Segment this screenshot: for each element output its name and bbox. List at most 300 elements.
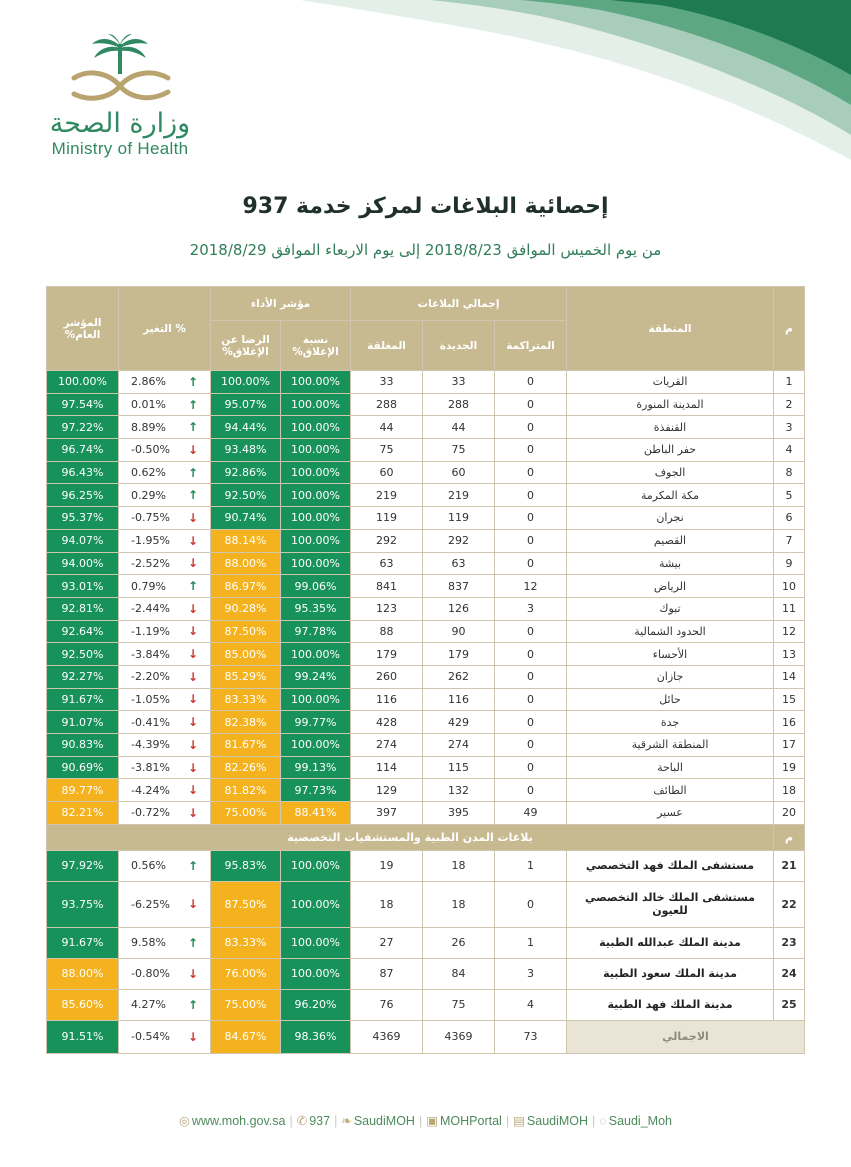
overall-index: 96.25%	[47, 484, 119, 507]
closed-count: 116	[351, 688, 423, 711]
satisfaction-rate: 95.07%	[211, 393, 281, 416]
closed-count: 292	[351, 529, 423, 552]
row-index: 12	[774, 620, 805, 643]
arrow-down-icon: ↓	[187, 669, 198, 684]
satisfaction-rate: 100.00%	[211, 371, 281, 394]
row-index: 8	[774, 461, 805, 484]
overall-index: 90.83%	[47, 734, 119, 757]
footer-contact-links	[0, 1113, 851, 1128]
arrow-up-icon: ↑	[187, 374, 198, 389]
arrow-up-icon: ↑	[187, 858, 198, 873]
footer-link[interactable]: MOHPortal	[440, 1114, 502, 1128]
change-cell	[119, 958, 211, 989]
overall-index: 88.00%	[47, 958, 119, 989]
closed-count: 260	[351, 665, 423, 688]
change-cell	[119, 989, 211, 1020]
reports-statistics-table	[46, 286, 805, 1054]
accumulated-count: 1	[495, 927, 567, 958]
row-index: 16	[774, 711, 805, 734]
new-count: 84	[423, 958, 495, 989]
closed-count: 123	[351, 597, 423, 620]
header-close-rate: نسبة الإغلاق%	[281, 321, 351, 371]
change-cell	[119, 927, 211, 958]
close-rate: 99.13%	[281, 756, 351, 779]
snapchat-icon: ◌	[599, 1114, 607, 1128]
header-change: % التغير	[119, 287, 211, 371]
row-index: 10	[774, 575, 805, 598]
row-index: 9	[774, 552, 805, 575]
overall-index: 93.75%	[47, 881, 119, 927]
overall-index: 93.01%	[47, 575, 119, 598]
arrow-down-icon: ↓	[187, 760, 198, 775]
row-index: 4	[774, 439, 805, 462]
change-cell	[119, 597, 211, 620]
section-title: بلاغات المدن الطبية والمستشفيات التخصصية	[47, 824, 774, 850]
new-count: 75	[423, 989, 495, 1020]
change-cell	[119, 688, 211, 711]
header-accumulated: المتراكمة	[495, 321, 567, 371]
change-value: -3.84%	[131, 647, 170, 661]
change-cell	[119, 575, 211, 598]
new-count: 292	[423, 529, 495, 552]
accumulated-count: 0	[495, 552, 567, 575]
accumulated-count: 0	[495, 734, 567, 757]
change-cell	[119, 507, 211, 530]
new-count: 119	[423, 507, 495, 530]
satisfaction-rate: 92.50%	[211, 484, 281, 507]
accumulated-count: 0	[495, 439, 567, 462]
satisfaction-rate: 94.44%	[211, 416, 281, 439]
accumulated-count: 0	[495, 643, 567, 666]
region-name: تبوك	[567, 597, 774, 620]
change-cell	[119, 802, 211, 825]
region-name: المنطقة الشرقية	[567, 734, 774, 757]
row-index: 6	[774, 507, 805, 530]
region-name: عسير	[567, 802, 774, 825]
satisfaction-rate: 85.00%	[211, 643, 281, 666]
accumulated-count: 0	[495, 529, 567, 552]
overall-index: 91.07%	[47, 711, 119, 734]
total-overall-index: 91.51%	[47, 1020, 119, 1053]
table-row	[47, 393, 805, 416]
row-index: 14	[774, 665, 805, 688]
new-count: 274	[423, 734, 495, 757]
arrow-down-icon: ↓	[187, 966, 198, 981]
accumulated-count: 3	[495, 958, 567, 989]
arrow-down-icon: ↓	[187, 510, 198, 525]
change-value: -1.19%	[131, 624, 170, 638]
region-name: الرياض	[567, 575, 774, 598]
arrow-up-icon: ↑	[187, 488, 198, 503]
region-name: الجوف	[567, 461, 774, 484]
table-row	[47, 507, 805, 530]
change-value: -0.72%	[131, 806, 170, 820]
new-count: 116	[423, 688, 495, 711]
arrow-up-icon: ↑	[187, 935, 198, 950]
close-rate: 100.00%	[281, 484, 351, 507]
satisfaction-rate: 81.67%	[211, 734, 281, 757]
arrow-down-icon: ↓	[187, 647, 198, 662]
satisfaction-rate: 82.26%	[211, 756, 281, 779]
closed-count: 114	[351, 756, 423, 779]
change-value: -2.44%	[131, 602, 170, 616]
satisfaction-rate: 85.29%	[211, 665, 281, 688]
closed-count: 428	[351, 711, 423, 734]
header-index: م	[774, 287, 805, 371]
overall-index: 92.27%	[47, 665, 119, 688]
close-rate: 100.00%	[281, 958, 351, 989]
table-row	[47, 416, 805, 439]
table-row	[47, 665, 805, 688]
arrow-up-icon: ↑	[187, 997, 198, 1012]
close-rate: 100.00%	[281, 881, 351, 927]
facebook-icon: ▤	[513, 1114, 525, 1128]
hospital-row	[47, 927, 805, 958]
arrow-up-icon: ↑	[187, 465, 198, 480]
accumulated-count: 0	[495, 507, 567, 530]
closed-count: 397	[351, 802, 423, 825]
change-value: -0.75%	[131, 511, 170, 525]
close-rate: 100.00%	[281, 927, 351, 958]
change-value: -1.05%	[131, 692, 170, 706]
change-value: 0.56%	[131, 859, 166, 873]
overall-index: 96.74%	[47, 439, 119, 462]
table-row	[47, 371, 805, 394]
new-count: 44	[423, 416, 495, 439]
change-value: -1.95%	[131, 534, 170, 548]
footer-separator: |	[334, 1114, 338, 1128]
row-index: 5	[774, 484, 805, 507]
close-rate: 97.78%	[281, 620, 351, 643]
closed-count: 129	[351, 779, 423, 802]
closed-count: 18	[351, 881, 423, 927]
change-value: -6.25%	[131, 897, 170, 911]
arrow-down-icon: ↓	[187, 897, 198, 912]
change-cell	[119, 779, 211, 802]
total-new: 4369	[423, 1020, 495, 1053]
change-cell	[119, 643, 211, 666]
new-count: 63	[423, 552, 495, 575]
change-cell	[119, 484, 211, 507]
change-cell	[119, 393, 211, 416]
satisfaction-rate: 82.38%	[211, 711, 281, 734]
row-index: 22	[774, 881, 805, 927]
table-row	[47, 756, 805, 779]
table-row	[47, 643, 805, 666]
new-count: 33	[423, 371, 495, 394]
satisfaction-rate: 95.83%	[211, 850, 281, 881]
arrow-down-icon: ↓	[187, 715, 198, 730]
row-index: 2	[774, 393, 805, 416]
table-row	[47, 484, 805, 507]
total-close-rate: 98.36%	[281, 1020, 351, 1053]
new-count: 90	[423, 620, 495, 643]
accumulated-count: 0	[495, 416, 567, 439]
total-satisfaction: 84.67%	[211, 1020, 281, 1053]
region-name: مدينة الملك عبدالله الطبية	[567, 927, 774, 958]
arrow-down-icon: ↓	[187, 601, 198, 616]
accumulated-count: 0	[495, 371, 567, 394]
region-name: نجران	[567, 507, 774, 530]
new-count: 837	[423, 575, 495, 598]
header-overall-index: المؤشر العام%	[47, 287, 119, 371]
table-row	[47, 734, 805, 757]
change-cell	[119, 416, 211, 439]
overall-index: 92.50%	[47, 643, 119, 666]
region-name: مكة المكرمة	[567, 484, 774, 507]
total-row	[47, 1020, 805, 1053]
table-row	[47, 461, 805, 484]
new-count: 18	[423, 881, 495, 927]
closed-count: 19	[351, 850, 423, 881]
logo-name-english: Ministry of Health	[51, 139, 189, 158]
close-rate: 100.00%	[281, 643, 351, 666]
change-cell	[119, 881, 211, 927]
hospital-row	[47, 881, 805, 927]
youtube-icon: ▣	[426, 1114, 439, 1128]
table-row	[47, 688, 805, 711]
closed-count: 219	[351, 484, 423, 507]
change-cell	[119, 850, 211, 881]
satisfaction-rate: 75.00%	[211, 802, 281, 825]
closed-count: 63	[351, 552, 423, 575]
total-closed: 4369	[351, 1020, 423, 1053]
page-subtitle-date-range: من يوم الخميس الموافق 2018/8/23 إلى يوم الاربعاء الموافق 2018/8/29	[189, 241, 662, 259]
change-cell	[119, 529, 211, 552]
footer-link[interactable]: SaudiMOH	[526, 1114, 589, 1128]
arrow-down-icon: ↓	[187, 556, 198, 571]
new-count: 132	[423, 779, 495, 802]
table-row	[47, 529, 805, 552]
closed-count: 288	[351, 393, 423, 416]
change-value: -0.54%	[131, 1030, 170, 1044]
new-count: 395	[423, 802, 495, 825]
close-rate: 100.00%	[281, 439, 351, 462]
arrow-up-icon: ↑	[187, 579, 198, 594]
accumulated-count: 0	[495, 665, 567, 688]
closed-count: 841	[351, 575, 423, 598]
accumulated-count: 0	[495, 620, 567, 643]
close-rate: 88.41%	[281, 802, 351, 825]
table-row	[47, 439, 805, 462]
change-value: -0.80%	[131, 967, 170, 981]
region-name: القريات	[567, 371, 774, 394]
satisfaction-rate: 86.97%	[211, 575, 281, 598]
close-rate: 95.35%	[281, 597, 351, 620]
closed-count: 274	[351, 734, 423, 757]
header-region: المنطقة	[567, 287, 774, 371]
close-rate: 97.73%	[281, 779, 351, 802]
table-row	[47, 620, 805, 643]
close-rate: 100.00%	[281, 393, 351, 416]
satisfaction-rate: 75.00%	[211, 989, 281, 1020]
change-cell	[119, 620, 211, 643]
row-index: 23	[774, 927, 805, 958]
close-rate: 100.00%	[281, 850, 351, 881]
change-value: 8.89%	[131, 420, 166, 434]
header-new: الجديدة	[423, 321, 495, 371]
overall-index: 94.00%	[47, 552, 119, 575]
footer-link[interactable]: SaudiMOH	[353, 1114, 415, 1128]
closed-count: 27	[351, 927, 423, 958]
satisfaction-rate: 81.82%	[211, 779, 281, 802]
row-index: 13	[774, 643, 805, 666]
overall-index: 82.21%	[47, 802, 119, 825]
accumulated-count: 1	[495, 850, 567, 881]
change-value: -3.81%	[131, 761, 170, 775]
region-name: حائل	[567, 688, 774, 711]
footer-link[interactable]: Saudi_Moh	[608, 1114, 672, 1128]
closed-count: 87	[351, 958, 423, 989]
table-row	[47, 802, 805, 825]
accumulated-count: 0	[495, 711, 567, 734]
overall-index: 92.64%	[47, 620, 119, 643]
row-index: 1	[774, 371, 805, 394]
footer-separator: |	[592, 1114, 596, 1128]
accumulated-count: 49	[495, 802, 567, 825]
change-value: -2.52%	[131, 556, 170, 570]
row-index: 18	[774, 779, 805, 802]
region-name: مدينة الملك فهد الطبية	[567, 989, 774, 1020]
change-value: 2.86%	[131, 375, 166, 389]
overall-index: 90.69%	[47, 756, 119, 779]
close-rate: 100.00%	[281, 507, 351, 530]
region-name: مستشفى الملك خالد التخصصي للعيون	[567, 881, 774, 927]
row-index: 20	[774, 802, 805, 825]
satisfaction-rate: 93.48%	[211, 439, 281, 462]
accumulated-count: 0	[495, 393, 567, 416]
satisfaction-rate: 76.00%	[211, 958, 281, 989]
new-count: 288	[423, 393, 495, 416]
region-name: الباحة	[567, 756, 774, 779]
arrow-up-icon: ↑	[187, 420, 198, 435]
close-rate: 100.00%	[281, 688, 351, 711]
close-rate: 100.00%	[281, 371, 351, 394]
logo-name-arabic: وزارة الصحة	[49, 108, 191, 139]
arrow-down-icon: ↓	[187, 805, 198, 820]
close-rate: 100.00%	[281, 416, 351, 439]
closed-count: 75	[351, 439, 423, 462]
change-value: -4.24%	[131, 783, 170, 797]
change-cell	[119, 711, 211, 734]
accumulated-count: 3	[495, 597, 567, 620]
arrow-down-icon: ↓	[187, 1029, 198, 1044]
new-count: 126	[423, 597, 495, 620]
section-index-header: م	[774, 824, 805, 850]
closed-count: 33	[351, 371, 423, 394]
new-count: 219	[423, 484, 495, 507]
row-index: 15	[774, 688, 805, 711]
table-row	[47, 711, 805, 734]
closed-count: 60	[351, 461, 423, 484]
close-rate: 100.00%	[281, 734, 351, 757]
close-rate: 100.00%	[281, 461, 351, 484]
table-row	[47, 779, 805, 802]
change-cell	[119, 665, 211, 688]
row-index: 24	[774, 958, 805, 989]
change-value: 0.29%	[131, 488, 166, 502]
overall-index: 100.00%	[47, 371, 119, 394]
region-name: بيشة	[567, 552, 774, 575]
twitter-icon: ❧	[341, 1114, 352, 1128]
footer-link[interactable]: www.moh.gov.sa	[191, 1114, 286, 1128]
satisfaction-rate: 87.50%	[211, 881, 281, 927]
change-value: -2.20%	[131, 670, 170, 684]
palm-swords-emblem-icon	[60, 34, 180, 104]
arrow-down-icon: ↓	[187, 783, 198, 798]
overall-index: 91.67%	[47, 927, 119, 958]
change-value: 0.79%	[131, 579, 166, 593]
accumulated-count: 0	[495, 756, 567, 779]
region-name: حفر الباطن	[567, 439, 774, 462]
change-value: -4.39%	[131, 738, 170, 752]
change-value: 9.58%	[131, 936, 166, 950]
arrow-down-icon: ↓	[187, 737, 198, 752]
row-index: 3	[774, 416, 805, 439]
accumulated-count: 0	[495, 484, 567, 507]
accumulated-count: 0	[495, 779, 567, 802]
row-index: 25	[774, 989, 805, 1020]
closed-count: 76	[351, 989, 423, 1020]
row-index: 17	[774, 734, 805, 757]
accumulated-count: 12	[495, 575, 567, 598]
ministry-logo	[30, 34, 210, 174]
close-rate: 99.77%	[281, 711, 351, 734]
region-name: جازان	[567, 665, 774, 688]
region-name: المدينة المنورة	[567, 393, 774, 416]
page-title: إحصائية البلاغات لمركز خدمة 937	[242, 194, 609, 219]
region-name: الحدود الشمالية	[567, 620, 774, 643]
overall-index: 97.22%	[47, 416, 119, 439]
satisfaction-rate: 83.33%	[211, 927, 281, 958]
change-value: 4.27%	[131, 998, 166, 1012]
new-count: 115	[423, 756, 495, 779]
new-count: 429	[423, 711, 495, 734]
overall-index: 91.67%	[47, 688, 119, 711]
change-cell	[119, 734, 211, 757]
close-rate: 99.24%	[281, 665, 351, 688]
row-index: 11	[774, 597, 805, 620]
change-cell	[119, 552, 211, 575]
globe-icon: ◎	[179, 1114, 190, 1128]
footer-separator: |	[505, 1114, 510, 1128]
table-row	[47, 597, 805, 620]
table-row	[47, 552, 805, 575]
closed-count: 88	[351, 620, 423, 643]
header-totals-group: إجمالي البلاغات	[351, 287, 567, 321]
accumulated-count: 0	[495, 881, 567, 927]
closed-count: 44	[351, 416, 423, 439]
new-count: 26	[423, 927, 495, 958]
overall-index: 89.77%	[47, 779, 119, 802]
hospital-row	[47, 850, 805, 881]
closed-count: 119	[351, 507, 423, 530]
new-count: 18	[423, 850, 495, 881]
footer-separator: |	[289, 1114, 293, 1128]
section-header-row	[47, 824, 805, 850]
closed-count: 179	[351, 643, 423, 666]
total-label: الاجمالي	[567, 1020, 805, 1053]
arrow-up-icon: ↑	[187, 397, 198, 412]
footer-link[interactable]: 937	[309, 1114, 331, 1128]
overall-index: 94.07%	[47, 529, 119, 552]
row-index: 19	[774, 756, 805, 779]
change-value: 0.01%	[131, 398, 166, 412]
change-cell	[119, 1020, 211, 1053]
change-cell	[119, 439, 211, 462]
region-name: القصيم	[567, 529, 774, 552]
table-row	[47, 575, 805, 598]
